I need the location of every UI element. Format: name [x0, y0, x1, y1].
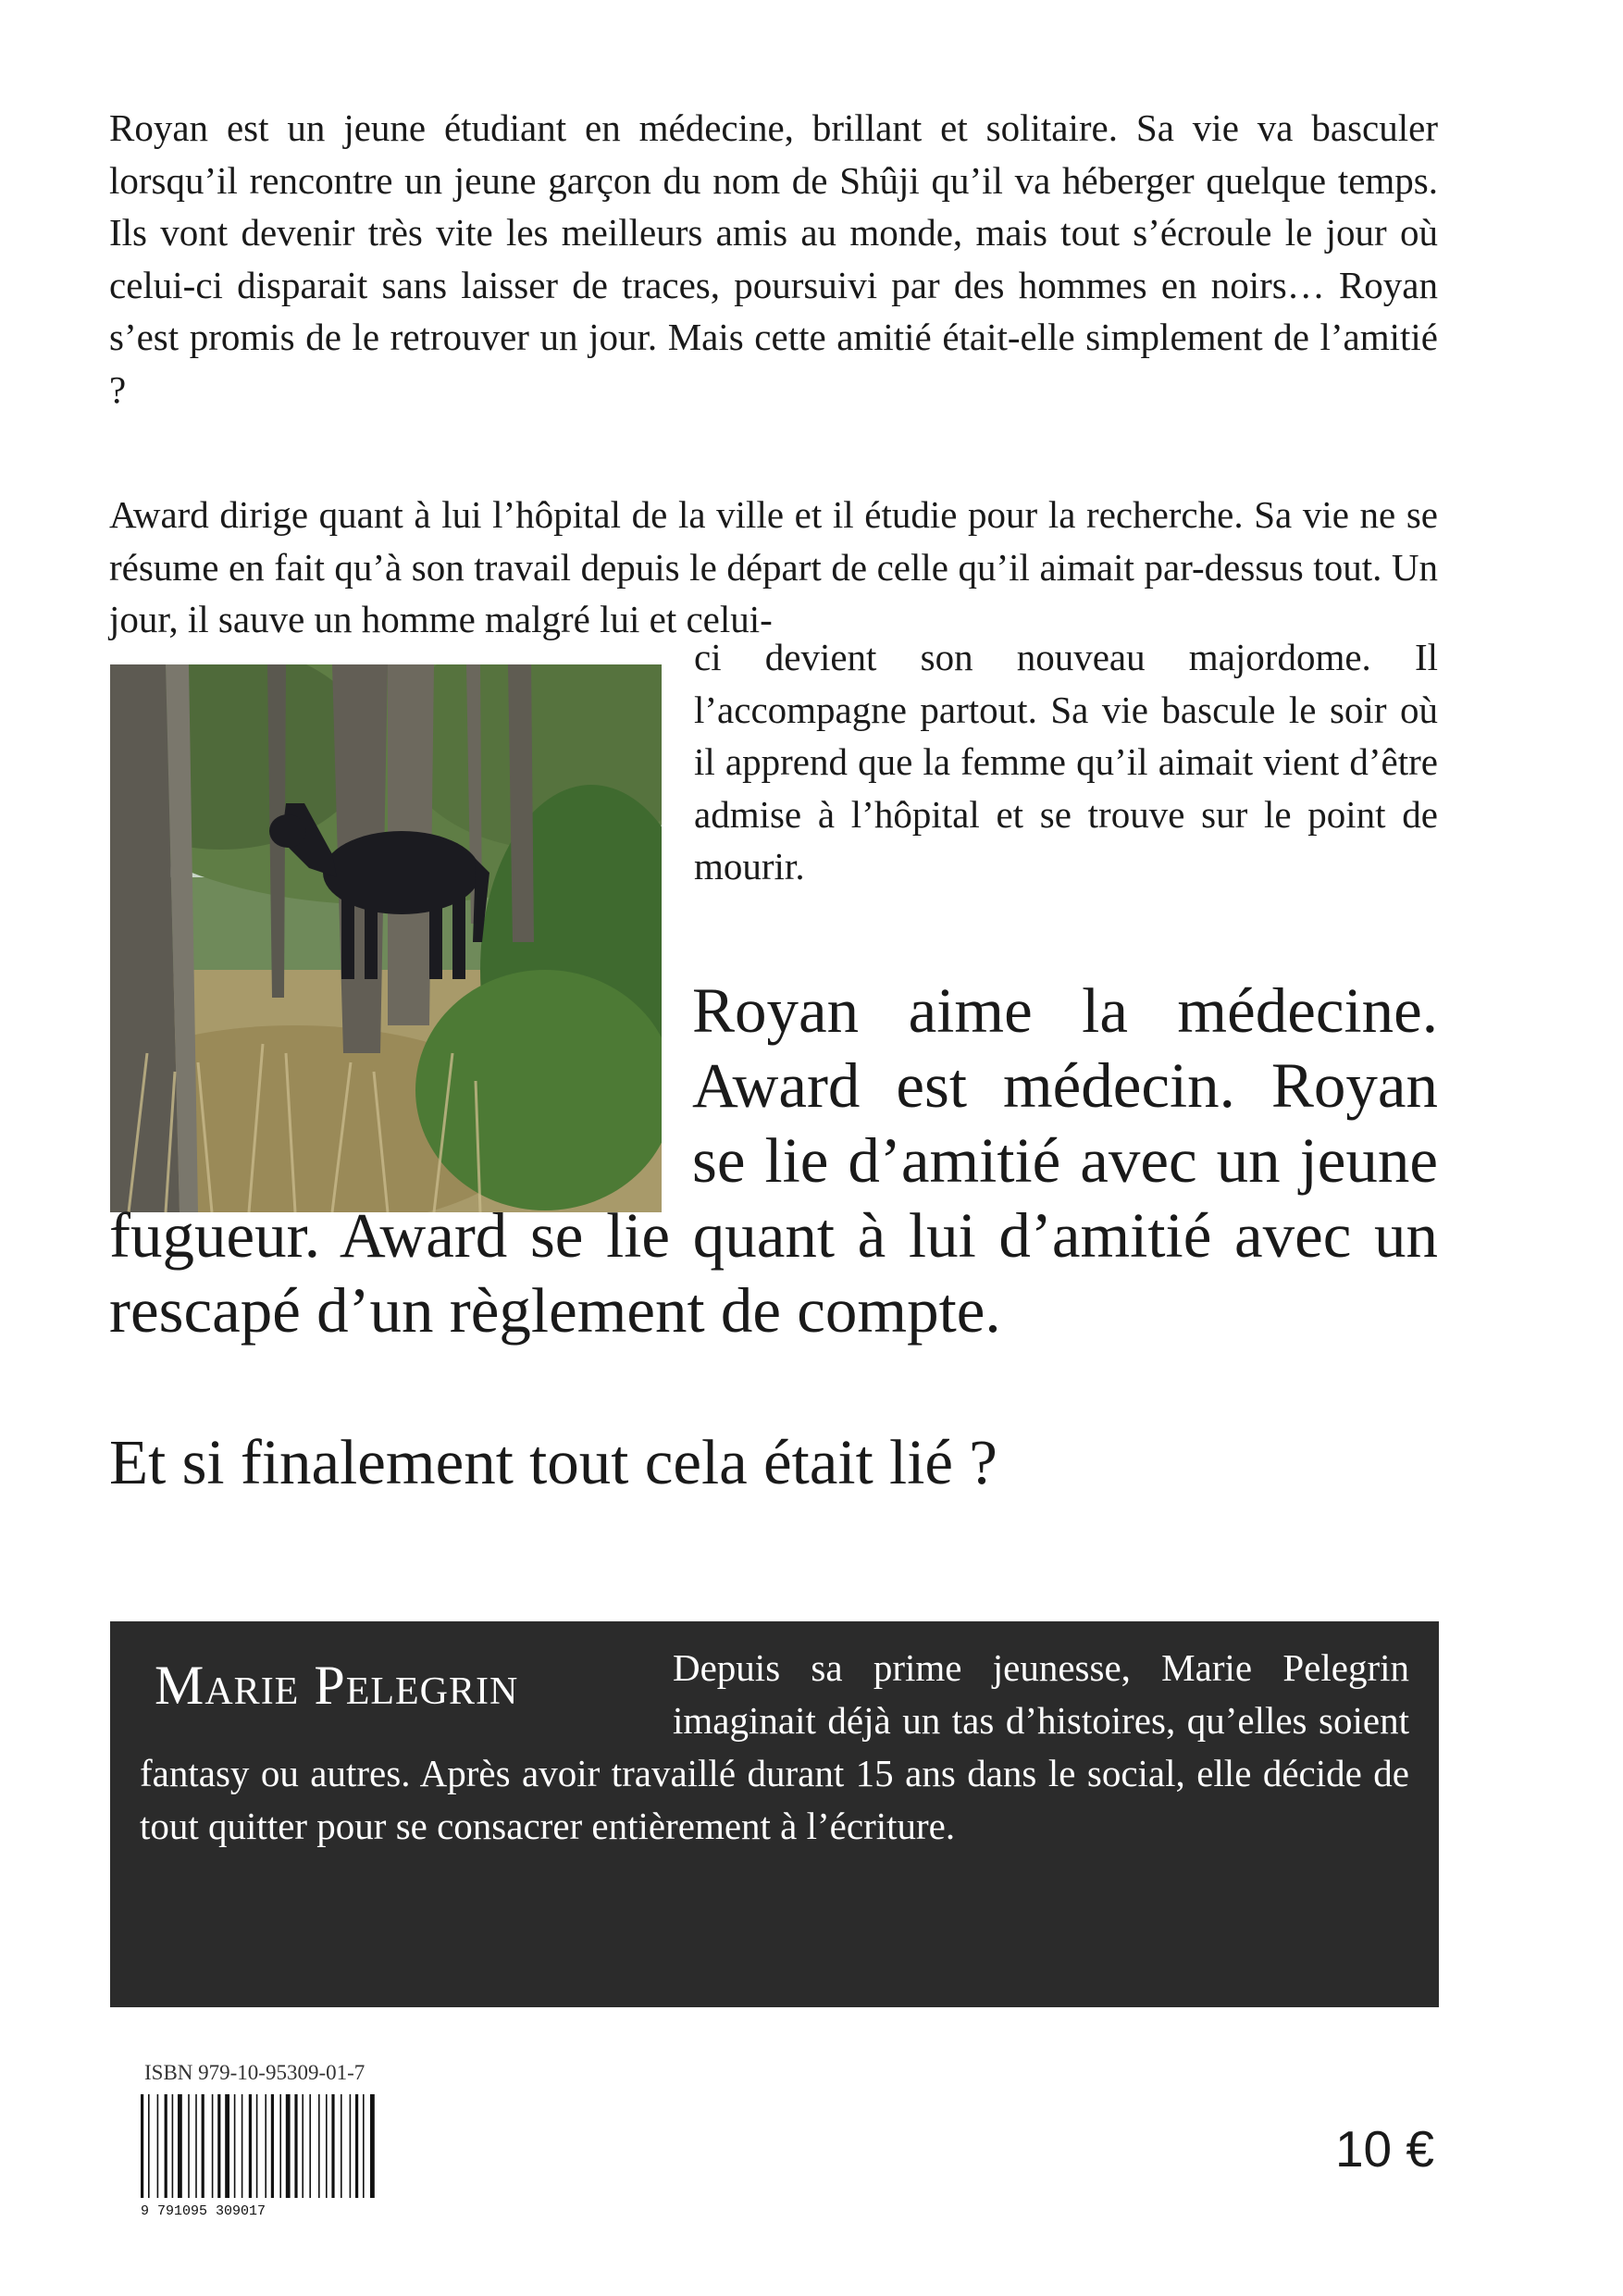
barcode [139, 2094, 379, 2219]
barcode-bar [242, 2094, 243, 2198]
author-box [110, 1621, 1439, 2007]
tagline-question: Et si finalement tout cela était lié ? [109, 1427, 997, 1497]
isbn: ISBN 979-10-95309-01-7 [144, 2061, 365, 2084]
barcode-bar [309, 2094, 311, 2198]
barcode-bar [363, 2094, 365, 2198]
synopsis-paragraph-2-continued: ci devient son nouveau majordome. Il l’accompagne partout. Sa vie bascule le soir où il apprend que la femme qu’il aimait vient d’être admise à l’hôpital et se trouve sur le point de mourir. [694, 636, 1438, 887]
barcode-bar [141, 2094, 143, 2198]
barcode-bar [326, 2094, 328, 2198]
barcode-bar [225, 2094, 229, 2198]
barcode-bar [165, 2094, 167, 2198]
barcode-bar [195, 2094, 197, 2198]
barcode-bar [178, 2094, 182, 2198]
barcode-bar [157, 2094, 159, 2198]
barcode-bar [350, 2094, 352, 2198]
barcode-bar [294, 2094, 297, 2198]
barcode-bar [188, 2094, 190, 2198]
barcode-bar [202, 2094, 204, 2198]
barcode-bar [212, 2094, 214, 2198]
barcode-bar [279, 2094, 281, 2198]
barcode-bar [256, 2094, 258, 2198]
barcode-bar [265, 2094, 266, 2198]
barcode-bar [234, 2094, 236, 2198]
barcode-bar [249, 2094, 252, 2198]
barcode-bar [370, 2094, 375, 2198]
barcode-bar [217, 2094, 220, 2198]
barcode-bar [172, 2094, 174, 2198]
barcode-bar [341, 2094, 342, 2198]
author-bio: Depuis sa prime jeunesse, Marie Pelegrin imaginait déjà un tas d’histoires, qu’elles soient fantasy ou autres. Après avoir travaillé durant 15 ans dans le social, elle décide de tout quitter pour se consacrer entièrement à l’écriture. [140, 1646, 1409, 1847]
barcode-bar [148, 2094, 150, 2198]
barcode-bar [331, 2094, 334, 2198]
price: 10 € [1334, 2120, 1434, 2178]
barcode-bar [271, 2094, 274, 2198]
barcode-bar [302, 2094, 304, 2198]
tagline-text: Royan aime la médecine. Award est médecin. Royan se lie d’amitié avec un jeune fugueur. Award se lie quant à lui d’amitié avec un rescapé d’un règlement de compte. [109, 975, 1438, 1346]
synopsis-paragraph-1: Royan est un jeune étudiant en médecine, brillant et solitaire. Sa vie va basculer lorsqu’il rencontre un jeune garçon du nom de Shûji qu’il va héberger quelque temps. Ils vont devenir très vite les meilleurs amis au monde, mais tout s’écroule le jour où celui-ci disparait sans laisser de traces, poursuivi par des hommes en noirs… Royan s’est promis de le retrouver un jour. Mais cette amitié était-elle simplement de l’amitié ? [109, 106, 1438, 411]
barcode-bar [318, 2094, 320, 2198]
author-name: Marie Pelegrin [155, 1655, 519, 1716]
barcode-bar [286, 2094, 291, 2198]
barcode-digits: 9 791095 309017 [141, 2203, 266, 2219]
synopsis-paragraph-2: Award dirige quant à lui l’hôpital de la ville et il étudie pour la recherche. Sa vie ne se résume en fait qu’à son travail depuis le départ de celle qu’il aimait par-dessus tout. Un jour, il sauve un homme malgré lui et celui- [109, 493, 1438, 640]
barcode-bar [355, 2094, 358, 2198]
